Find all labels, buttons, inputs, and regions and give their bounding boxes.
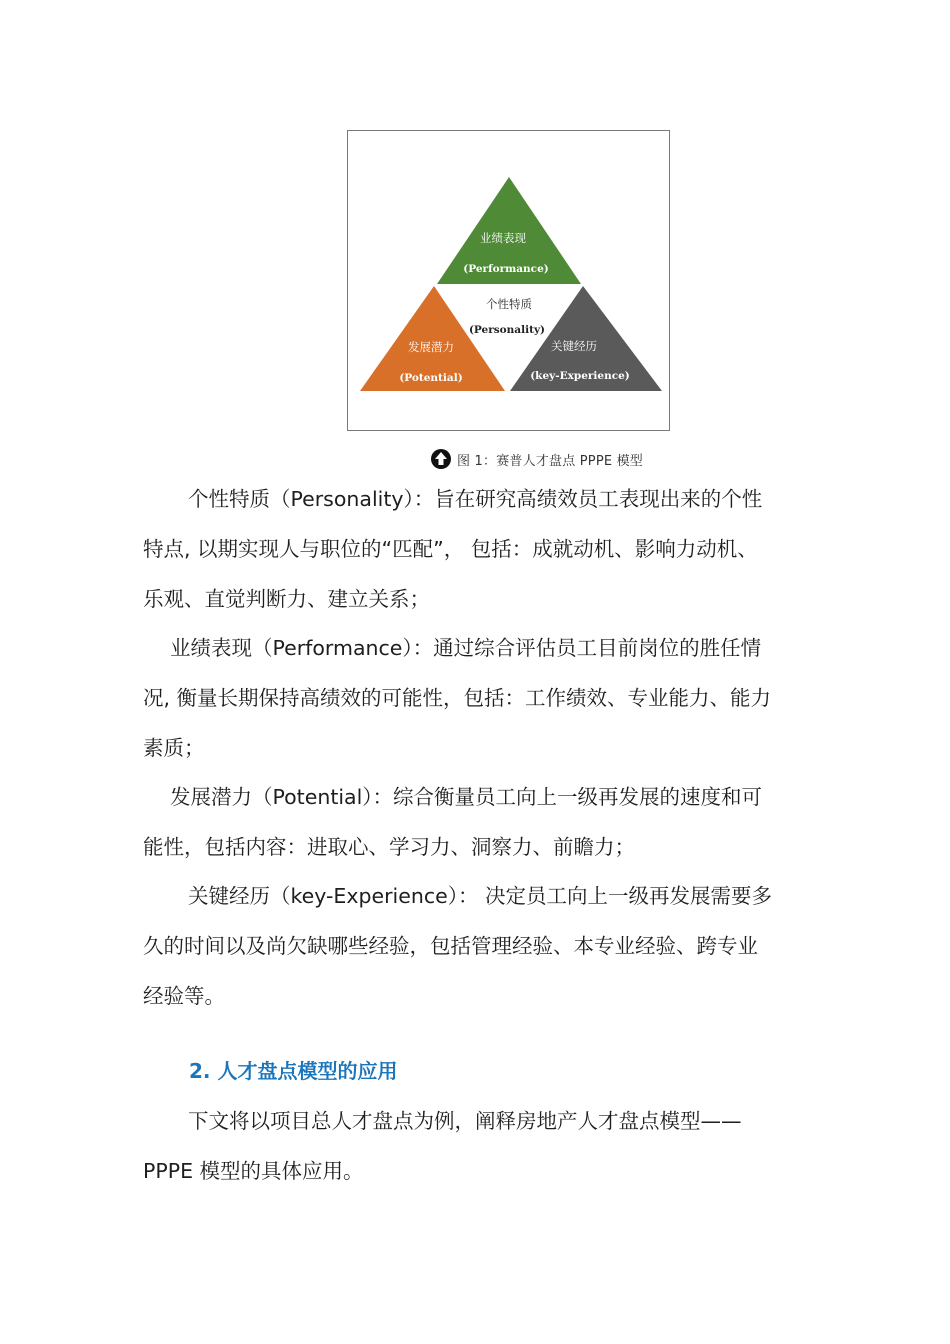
paragraph-line: 关键经历（key-Experience）： 决定员工向上一级再发展需要多: [188, 884, 773, 908]
paragraph-line: 发展潜力（Potential）：综合衡量员工向上一级再发展的速度和可: [170, 785, 763, 809]
pppe-model-figure: [347, 130, 670, 431]
paragraph-performance: [143, 623, 813, 773]
paragraph-line: 业绩表现（Performance）：通过综合评估员工目前岗位的胜任情: [170, 636, 762, 660]
paragraph-line: 况, 衡量长期保持高绩效的可能性，包括：工作绩效、专业能力、能力: [143, 686, 772, 710]
potential-label: 发展潜力: [408, 340, 454, 354]
figure-caption: [431, 448, 643, 470]
personality-label: 个性特质: [486, 297, 532, 311]
paragraph-line: 个性特质（Personality）：旨在研究高绩效员工表现出来的个性: [188, 487, 763, 511]
experience-label: 关键经历: [551, 339, 597, 353]
paragraph-line: 能性，包括内容：进取心、学习力、洞察力、前瞻力；: [143, 835, 635, 859]
potential-label-en: (Potential): [399, 372, 463, 384]
paragraph-personality: [143, 474, 813, 624]
up-arrow-icon: [431, 449, 451, 469]
experience-label-en: (key-Experience): [530, 370, 630, 382]
performance-label: 业绩表现: [480, 231, 526, 245]
paragraph-line: 素质；: [143, 736, 205, 760]
paragraph-line: PPPE 模型的具体应用。: [143, 1159, 364, 1183]
caption-text: 图 1：赛普人才盘点 PPPE 模型: [457, 453, 643, 469]
performance-label-en: (Performance): [463, 263, 549, 275]
paragraph-line: 经验等。: [143, 984, 225, 1008]
section-paragraph: [143, 1096, 813, 1196]
paragraph-line: 下文将以项目总人才盘点为例，阐释房地产人才盘点模型——: [188, 1109, 742, 1133]
pppe-triangle-diagram: [348, 131, 671, 432]
personality-label-en: (Personality): [468, 324, 546, 336]
paragraph-experience: [143, 871, 813, 1021]
paragraph-line: 乐观、直觉判断力、建立关系；: [143, 587, 430, 611]
paragraph-line: 特点, 以期实现人与职位的“匹配”， 包括：成就动机、影响力动机、: [143, 537, 758, 561]
section-heading: 2. 人才盘点模型的应用: [189, 1059, 398, 1083]
paragraph-potential: [143, 772, 813, 872]
paragraph-line: 久的时间以及尚欠缺哪些经验，包括管理经验、本专业经验、跨专业: [143, 934, 758, 958]
